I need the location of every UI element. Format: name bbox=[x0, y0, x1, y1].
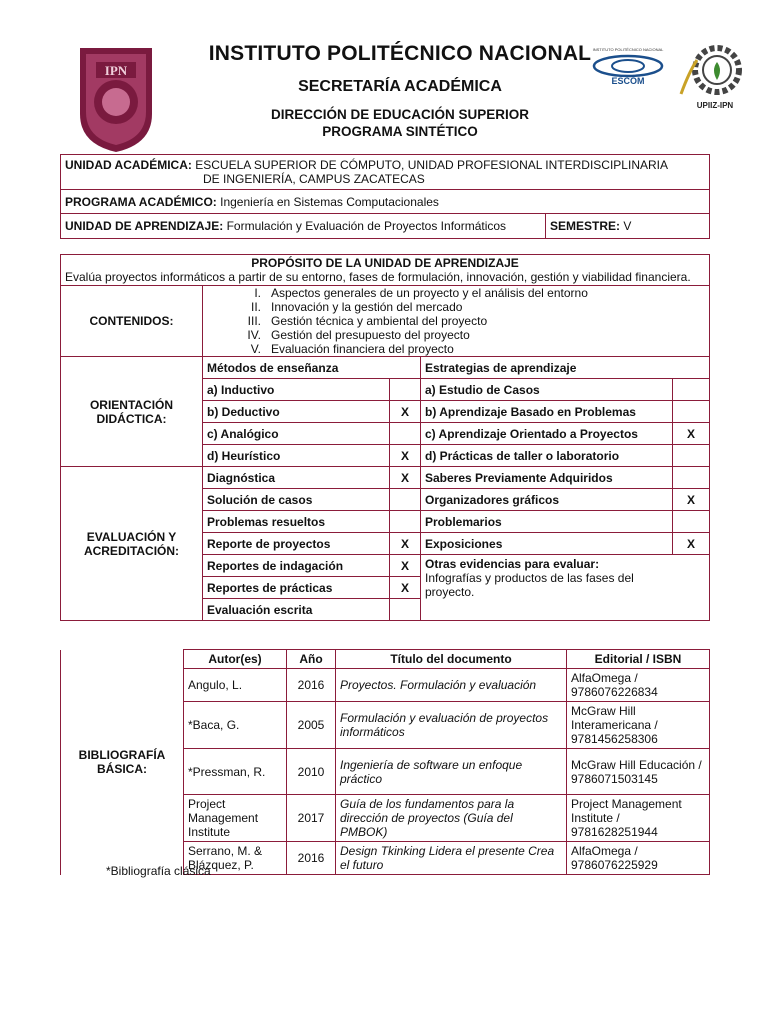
evaluacion-item-right: Organizadores gráficos bbox=[421, 489, 673, 511]
bibliografia-label: BIBLIOGRAFÍA BÁSICA: bbox=[61, 650, 184, 875]
bib-anio: 2017 bbox=[287, 795, 336, 842]
unidad-academica-cell bbox=[61, 155, 710, 190]
ipn-logo bbox=[70, 44, 162, 157]
evaluacion-mark bbox=[390, 511, 421, 533]
contenido-num: II. bbox=[250, 300, 261, 314]
bib-header-autor: Autor(es) bbox=[184, 650, 287, 669]
institution-title: INSTITUTO POLITÉCNICO NACIONAL bbox=[208, 42, 592, 65]
bib-titulo: Formulación y evaluación de proyectos informáticos bbox=[336, 702, 567, 749]
svg-text:IPN: IPN bbox=[104, 63, 128, 78]
bib-autor: Angulo, L. bbox=[184, 669, 287, 702]
evaluacion-item-right: Exposiciones bbox=[421, 533, 673, 555]
metodo-mark: X bbox=[390, 445, 421, 467]
contenido-num: III. bbox=[247, 314, 261, 328]
evaluacion-mark: X bbox=[390, 577, 421, 599]
evaluacion-item-right: Saberes Previamente Adquiridos bbox=[421, 467, 673, 489]
upiiz-logo bbox=[675, 42, 747, 117]
contenido-text: Gestión técnica y ambiental del proyecto bbox=[271, 314, 488, 328]
metodo-item: c) Analógico bbox=[203, 423, 390, 445]
secretaria-title: SECRETARÍA ACADÉMICA bbox=[298, 78, 502, 95]
bib-titulo: Proyectos. Formulación y evaluación bbox=[336, 669, 567, 702]
metodo-item: b) Deductivo bbox=[203, 401, 390, 423]
metodo-item: d) Heurístico bbox=[203, 445, 390, 467]
metodos-header: Métodos de enseñanza bbox=[203, 357, 421, 379]
contenidos-label: CONTENIDOS: bbox=[61, 286, 203, 357]
metodo-mark bbox=[390, 423, 421, 445]
evaluacion-item: Diagnóstica bbox=[203, 467, 390, 489]
unidad-aprendizaje-cell bbox=[61, 214, 546, 239]
evaluacion-mark-right bbox=[672, 467, 709, 489]
bib-header-anio: Año bbox=[287, 650, 336, 669]
estrategia-mark bbox=[672, 401, 709, 423]
programa-label: PROGRAMA ACADÉMICO: bbox=[65, 194, 217, 209]
estrategia-item: d) Prácticas de taller o laboratorio bbox=[421, 445, 673, 467]
evaluacion-mark: X bbox=[390, 533, 421, 555]
bib-anio: 2016 bbox=[287, 669, 336, 702]
evaluacion-mark-right: X bbox=[672, 489, 709, 511]
metodo-mark bbox=[390, 379, 421, 401]
evaluacion-item: Reportes de prácticas bbox=[203, 577, 390, 599]
main-table bbox=[60, 254, 710, 621]
evaluacion-item-right: Problemarios bbox=[421, 511, 673, 533]
contenido-text: Innovación y la gestión del mercado bbox=[271, 300, 463, 314]
unidad-academica-label: UNIDAD ACADÉMICA: bbox=[65, 158, 192, 172]
contenidos-list bbox=[203, 286, 710, 357]
estrategia-mark: X bbox=[672, 423, 709, 445]
estrategia-mark bbox=[672, 379, 709, 401]
orientacion-label: ORIENTACIÓN DIDÁCTICA: bbox=[61, 357, 203, 467]
bib-editorial: AlfaOmega / 9786076225929 bbox=[567, 842, 710, 875]
svg-text:ESCOM: ESCOM bbox=[611, 76, 645, 86]
proposito-cell bbox=[61, 255, 710, 286]
contenido-num: I. bbox=[254, 286, 261, 300]
info-table bbox=[60, 154, 710, 239]
bib-titulo: Guía de los fundamentos para la dirección de proyectos (Guía del PMBOK) bbox=[336, 795, 567, 842]
contenidos-items bbox=[207, 286, 588, 356]
evaluacion-mark-right bbox=[672, 511, 709, 533]
semestre-value: V bbox=[623, 219, 632, 233]
bib-header-editorial: Editorial / ISBN bbox=[567, 650, 710, 669]
bib-titulo: Ingeniería de software un enfoque práctico bbox=[336, 749, 567, 795]
evaluacion-mark-right: X bbox=[672, 533, 709, 555]
semestre-cell bbox=[546, 214, 710, 239]
svg-text:UPIIZ-IPN: UPIIZ-IPN bbox=[696, 101, 734, 110]
bib-autor: *Pressman, R. bbox=[184, 749, 287, 795]
unidad-academica-value: ESCUELA SUPERIOR DE CÓMPUTO, UNIDAD PROFESIONAL INTERDISCIPLINARIA bbox=[195, 158, 668, 172]
contenido-text: Evaluación financiera del proyecto bbox=[271, 342, 454, 356]
svg-text:INSTITUTO POLITÉCNICO NACIONAL: INSTITUTO POLITÉCNICO NACIONAL bbox=[592, 47, 664, 52]
unidad-academica-value-2: DE INGENIERÍA, CAMPUS ZACATECAS bbox=[203, 172, 425, 186]
metodo-mark: X bbox=[390, 401, 421, 423]
estrategia-item: c) Aprendizaje Orientado a Proyectos bbox=[421, 423, 673, 445]
contenido-num: IV. bbox=[247, 328, 261, 342]
evaluacion-item: Reporte de proyectos bbox=[203, 533, 390, 555]
evaluacion-mark: X bbox=[390, 555, 421, 577]
contenido-text: Aspectos generales de un proyecto y el análisis del entorno bbox=[271, 286, 588, 300]
bib-anio: 2010 bbox=[287, 749, 336, 795]
otras-evidencias-text: Infografías y productos de las fases del proyecto. bbox=[425, 571, 634, 599]
otras-evidencias-cell bbox=[421, 555, 710, 621]
direccion-title bbox=[190, 106, 610, 140]
metodo-item: a) Inductivo bbox=[203, 379, 390, 401]
bib-autor: Project Management Institute bbox=[184, 795, 287, 842]
bib-titulo: Design Tkinking Lidera el presente Crea el futuro bbox=[336, 842, 567, 875]
bib-autor: *Baca, G. bbox=[184, 702, 287, 749]
estrategia-mark bbox=[672, 445, 709, 467]
programa-value: Ingeniería en Sistemas Computacionales bbox=[220, 194, 439, 209]
proposito-text: Evalúa proyectos informáticos a partir de su entorno, fases de formulación, innovación, gestión y viabilidad financiera. bbox=[65, 270, 691, 284]
programa-cell bbox=[61, 190, 710, 214]
bib-editorial: McGraw Hill Educación / 9786071503145 bbox=[567, 749, 710, 795]
evaluacion-item: Problemas resueltos bbox=[203, 511, 390, 533]
estrategia-item: a) Estudio de Casos bbox=[421, 379, 673, 401]
evaluacion-mark bbox=[390, 489, 421, 511]
bib-autor: Serrano, M. & Blázquez, P. bbox=[184, 842, 287, 875]
estrategias-header: Estrategias de aprendizaje bbox=[421, 357, 710, 379]
evaluacion-item: Reportes de indagación bbox=[203, 555, 390, 577]
unidad-aprendizaje-value: Formulación y Evaluación de Proyectos Informáticos bbox=[226, 219, 507, 233]
evaluacion-item: Evaluación escrita bbox=[203, 599, 390, 621]
bib-editorial: AlfaOmega / 9786076226834 bbox=[567, 669, 710, 702]
programa-sintetico-line: PROGRAMA SINTÉTICO bbox=[322, 124, 478, 139]
evaluacion-item: Solución de casos bbox=[203, 489, 390, 511]
bibliografia-nota: *Bibliografía clásica bbox=[106, 864, 211, 878]
otras-evidencias-title: Otras evidencias para evaluar: bbox=[425, 557, 600, 571]
bib-editorial: McGraw Hill Interamericana / 9781456258306 bbox=[567, 702, 710, 749]
proposito-heading: PROPÓSITO DE LA UNIDAD DE APRENDIZAJE bbox=[251, 256, 519, 270]
bib-header-titulo: Título del documento bbox=[336, 650, 567, 669]
semestre-label: SEMESTRE: bbox=[550, 219, 621, 233]
bibliografia-table bbox=[60, 649, 710, 875]
estrategia-item: b) Aprendizaje Basado en Problemas bbox=[421, 401, 673, 423]
unidad-aprendizaje-label: UNIDAD DE APRENDIZAJE: bbox=[65, 219, 224, 233]
bib-anio: 2016 bbox=[287, 842, 336, 875]
direccion-line: DIRECCIÓN DE EDUCACIÓN SUPERIOR bbox=[270, 107, 530, 122]
evaluacion-mark bbox=[390, 599, 421, 621]
evaluacion-label: EVALUACIÓN Y ACREDITACIÓN: bbox=[61, 467, 203, 621]
bib-anio: 2005 bbox=[287, 702, 336, 749]
evaluacion-mark: X bbox=[390, 467, 421, 489]
contenido-num: V. bbox=[250, 342, 261, 356]
bib-editorial: Project Management Institute / 9781628251944 bbox=[567, 795, 710, 842]
contenido-text: Gestión del presupuesto del proyecto bbox=[271, 328, 470, 342]
